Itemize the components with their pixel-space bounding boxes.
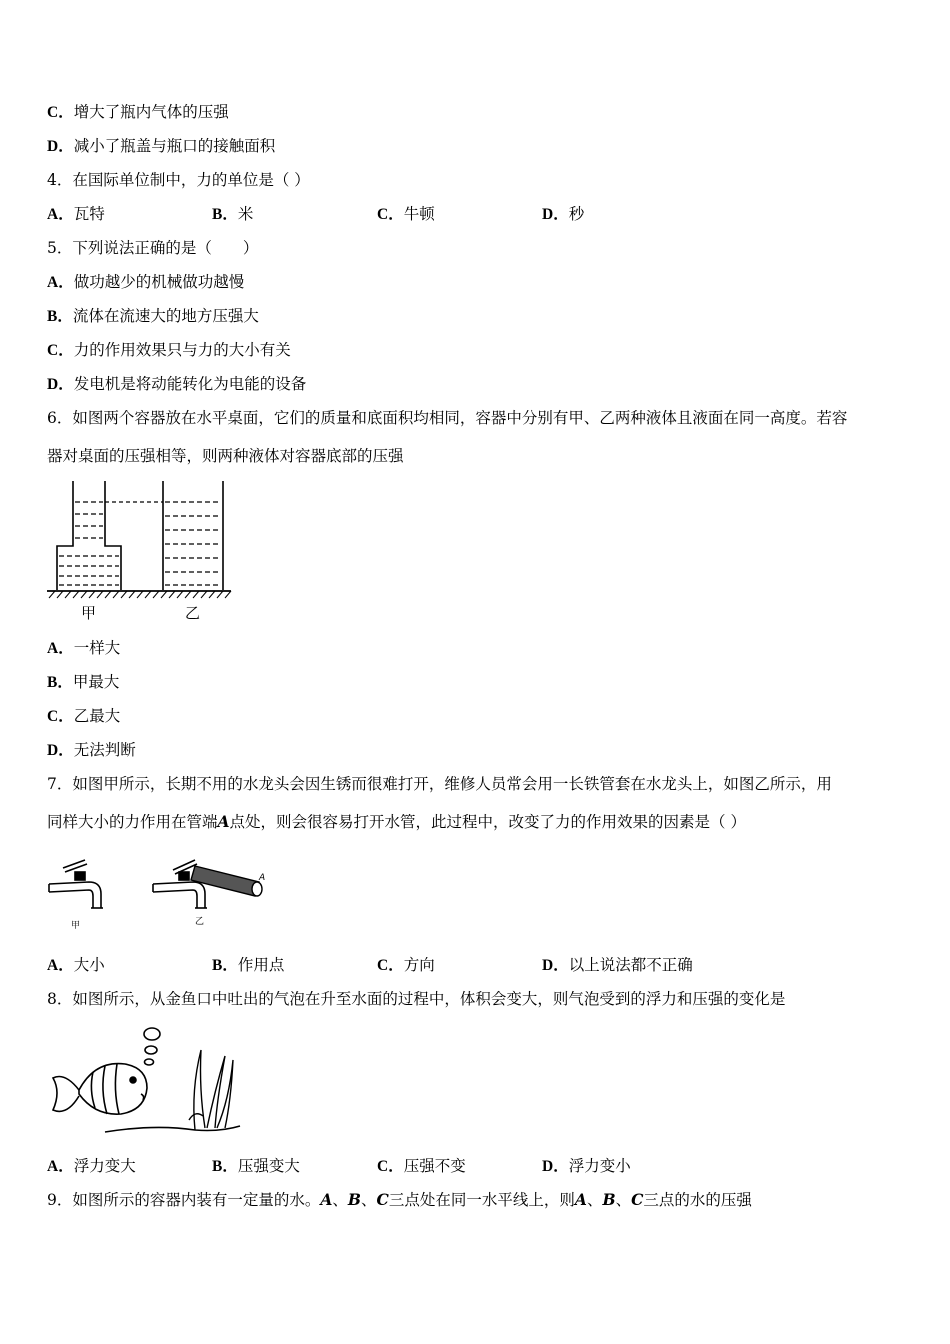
point-variable: A <box>320 1190 333 1209</box>
option-text: 方向 <box>403 956 435 974</box>
q7-stem-line1: 7．如图甲所示，长期不用的水龙头会因生锈而很难打开，维修人员常会用一长铁管套在水龙头上，如图乙所示，用 <box>47 775 832 793</box>
q4-option-b <box>212 204 253 225</box>
option-label: B． <box>47 674 73 691</box>
q7-option-b <box>212 955 284 976</box>
stem-text: 三点的水的压强 <box>643 1191 752 1209</box>
option-text: 压强不变 <box>403 1157 466 1175</box>
option-text: 以上说法都不正确 <box>568 956 693 974</box>
option-text: 瓦特 <box>73 205 105 223</box>
q7-option-a <box>47 955 105 976</box>
option-text: 牛顿 <box>403 205 435 223</box>
option-label: B． <box>212 957 238 974</box>
option-text: 浮力变大 <box>73 1157 136 1175</box>
q5-option-b <box>47 306 259 327</box>
q7-option-d <box>542 955 693 976</box>
label-point-a: A <box>259 873 266 883</box>
option-text: 大小 <box>73 956 105 974</box>
option-text: 乙最大 <box>73 707 121 725</box>
q4-option-d <box>542 204 584 225</box>
point-variable: B <box>347 1190 362 1209</box>
stem-text: 9．如图所示的容器内装有一定量的水。 <box>47 1191 321 1209</box>
option-label: C． <box>377 206 404 223</box>
q8-option-c <box>377 1156 466 1177</box>
option-text: 减小了瓶盖与瓶口的接触面积 <box>73 137 276 155</box>
label-jia: 甲 <box>81 604 97 622</box>
option-label: B． <box>47 308 73 325</box>
separator: 、 <box>615 1191 632 1209</box>
q7-faucet-figure <box>45 842 275 934</box>
q5-option-c <box>47 340 291 361</box>
option-label: A． <box>47 1158 74 1175</box>
point-variable: B <box>602 1190 616 1209</box>
option-text: 秒 <box>568 205 585 223</box>
option-text: 增大了瓶内气体的压强 <box>73 103 229 121</box>
option-text: 力的作用效果只与力的大小有关 <box>73 341 291 359</box>
option-text: 作用点 <box>237 956 285 974</box>
option-text: 无法判断 <box>73 741 136 759</box>
option-text: 甲最大 <box>72 673 120 691</box>
option-label: C． <box>47 708 74 725</box>
option-label: A． <box>47 206 74 223</box>
liquid-jia <box>59 502 119 585</box>
q5-option-a <box>47 272 244 293</box>
goldfish <box>53 1064 147 1115</box>
container-jia <box>57 481 121 590</box>
label-jia: 甲 <box>71 921 81 931</box>
separator: 、 <box>586 1191 603 1209</box>
option-text: 压强变大 <box>237 1157 300 1175</box>
table-surface <box>47 591 231 598</box>
point-variable: A <box>574 1190 587 1209</box>
option-label: D． <box>542 1158 569 1175</box>
option-text: 发电机是将动能转化为电能的设备 <box>73 375 307 393</box>
option-label: D． <box>542 957 569 974</box>
option-label: C． <box>47 342 74 359</box>
option-label: C． <box>377 1158 404 1175</box>
q4-option-a <box>47 204 105 225</box>
liquid-yi <box>165 502 221 585</box>
stem-text: 点处，则会很容易打开水管，此过程中，改变了力的作用效果的因素是（ ） <box>229 813 746 831</box>
option-label: D． <box>47 742 74 759</box>
ground-line <box>105 1126 240 1132</box>
q6-stem-line2: 器对桌面的压强相等，则两种液体对容器底部的压强 <box>47 447 404 465</box>
q6-option-a <box>47 638 120 659</box>
q7-stem-line2 <box>47 812 746 832</box>
label-yi: 乙 <box>195 917 205 927</box>
stem-text: 同样大小的力作用在管端 <box>47 813 218 831</box>
seaweed <box>189 1050 233 1130</box>
option-label: A． <box>47 957 74 974</box>
option-text: 一样大 <box>73 639 121 657</box>
q6-option-b <box>47 672 119 693</box>
container-yi <box>163 481 223 590</box>
option-label: B． <box>212 206 238 223</box>
option-label: C． <box>47 104 74 121</box>
point-variable: C <box>631 1190 644 1209</box>
q5-option-d <box>47 374 306 395</box>
option-text: 米 <box>237 205 254 223</box>
q8-goldfish-figure <box>45 1020 245 1145</box>
bubbles <box>144 1028 160 1065</box>
q9-stem <box>47 1190 752 1210</box>
option-label: A． <box>47 274 74 291</box>
iron-pipe <box>191 866 262 896</box>
q6-containers-figure <box>45 478 235 626</box>
q3-option-d <box>47 136 275 157</box>
separator: 、 <box>361 1191 377 1209</box>
q8-option-b <box>212 1156 300 1177</box>
option-label: D． <box>47 138 74 155</box>
stem-text: 三点处在同一水平线上，则 <box>388 1191 575 1209</box>
point-variable: A <box>217 812 230 831</box>
q4-stem: 4．在国际单位制中，力的单位是（ ） <box>47 171 310 189</box>
label-yi: 乙 <box>185 604 201 622</box>
q4-option-c <box>377 204 435 225</box>
q8-option-d <box>542 1156 631 1177</box>
q7-option-c <box>377 955 435 976</box>
separator: 、 <box>332 1191 348 1209</box>
option-text: 做功越少的机械做功越慢 <box>73 273 245 291</box>
option-text: 浮力变小 <box>568 1157 631 1175</box>
q6-option-d <box>47 740 136 761</box>
q6-option-c <box>47 706 120 727</box>
option-text: 流体在流速大的地方压强大 <box>72 307 259 325</box>
q5-stem: 5．下列说法正确的是（ ） <box>47 239 259 257</box>
q8-stem: 8．如图所示，从金鱼口中吐出的气泡在升至水面的过程中，体积会变大，则气泡受到的浮力和压强的变化是 <box>47 990 786 1008</box>
q6-stem-line1: 6．如图两个容器放在水平桌面，它们的质量和底面积均相同，容器中分别有甲、乙两种液体且液面在同一高度。若容 <box>47 409 848 427</box>
option-label: C． <box>377 957 404 974</box>
q8-option-a <box>47 1156 136 1177</box>
q3-option-c <box>47 102 229 123</box>
faucet-jia <box>49 860 103 908</box>
option-label: B． <box>212 1158 238 1175</box>
option-label: D． <box>542 206 569 223</box>
point-variable: C <box>376 1190 389 1209</box>
option-label: D． <box>47 376 74 393</box>
option-label: A． <box>47 640 74 657</box>
